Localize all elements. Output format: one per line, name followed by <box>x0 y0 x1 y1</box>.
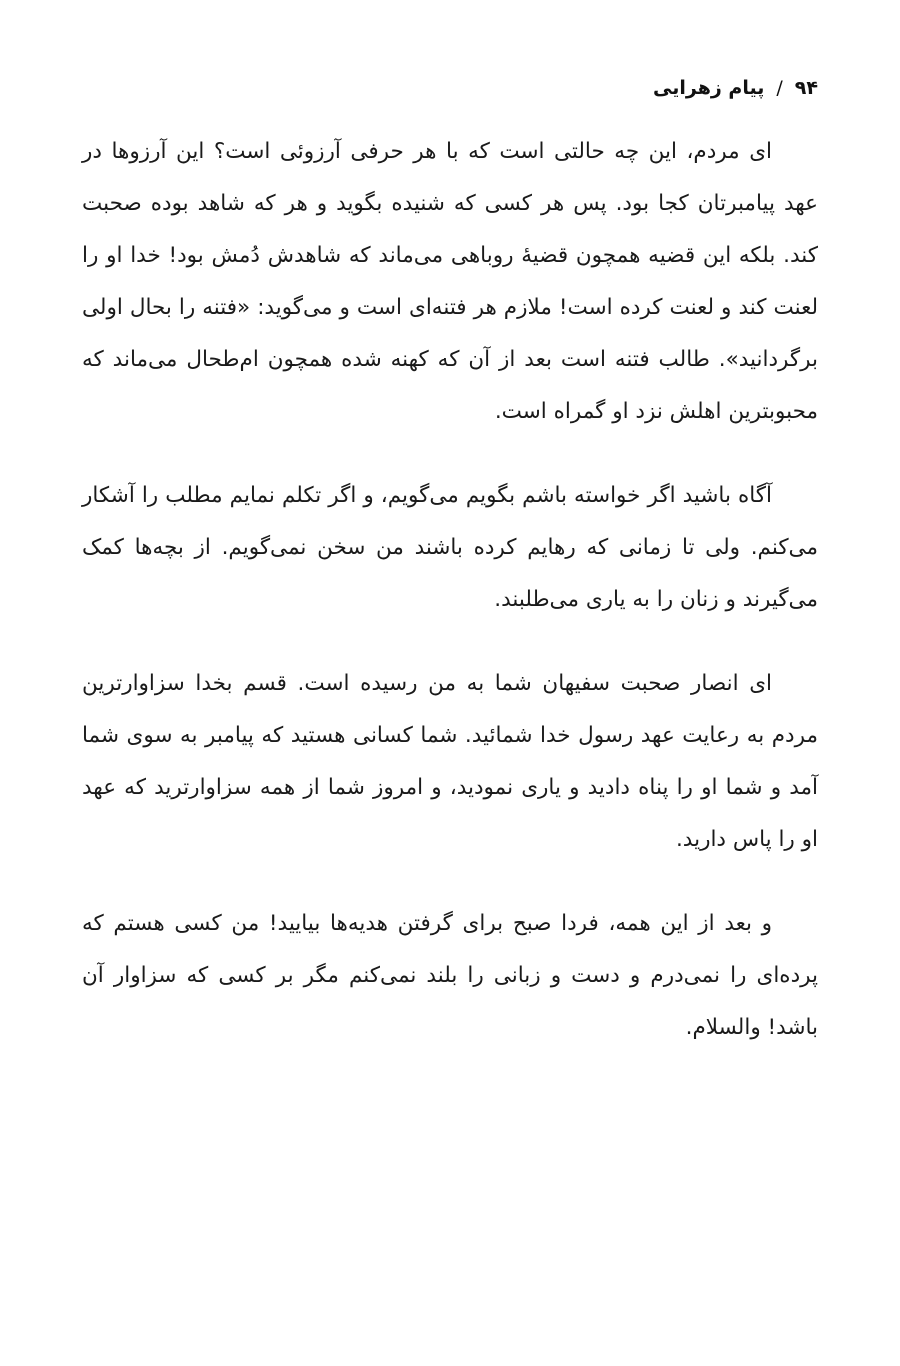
paragraph-2: آگاه باشید اگر خواسته باشم بگویم می‌گویم، و اگر تکلم نمایم مطلب را آشکار می‌کنم. ولی تا زمانی که رهایم کرده باشند من سخن نمی‌گویم. از بچه‌ها کمک می‌گیرند و زنان را به یاری می‌طلبند. <box>82 483 818 612</box>
paragraph-1: ای مردم، این چه حالتی است که با هر حرفی آرزوئی است؟ این آرزوها در عهد پیامبرتان کجا بود. پس هر کسی که شنیده بگوید و هر که شاهد بوده صحبت کند. بلکه این قضیه همچون قضیهٔ روباهی می‌ماند که شاهدش دُمش بود! خدا او را لعنت کند و لعنت کرده است! ملازم هر فتنه‌ای است و می‌گوید: «فتنه را بحال اولی برگردانید». طالب فتنه است بعد از آن که کهنه شده همچون ام‌طحال می‌ماند که محبوبترین اهلش نزد او گمراه است. <box>82 139 818 424</box>
paragraph-3: ای انصار صحبت سفیهان شما به من رسیده است. قسم بخدا سزاوارترین مردم به رعایت عهد رسول خدا شمائید. شما کسانی هستید که پیامبر به سوی شما آمد و شما او را پناه دادید و یاری نمودید، و امروز شما از همه سزاوارترید که عهد او را پاس دارید. <box>82 671 818 852</box>
header-separator: / <box>776 77 783 99</box>
paragraph-4: و بعد از این همه، فردا صبح برای گرفتن هدیه‌ها بیایید! من کسی هستم که پرده‌ای را نمی‌درم و دست و زبانی را بلند نمی‌کنم مگر بر کسی که سزاوار آن باشد! والسلام. <box>82 911 818 1040</box>
running-header <box>653 72 818 104</box>
page-number: ۹۴ <box>794 77 818 99</box>
book-title: پیام زهرایی <box>653 77 765 99</box>
body-text <box>82 126 818 1054</box>
